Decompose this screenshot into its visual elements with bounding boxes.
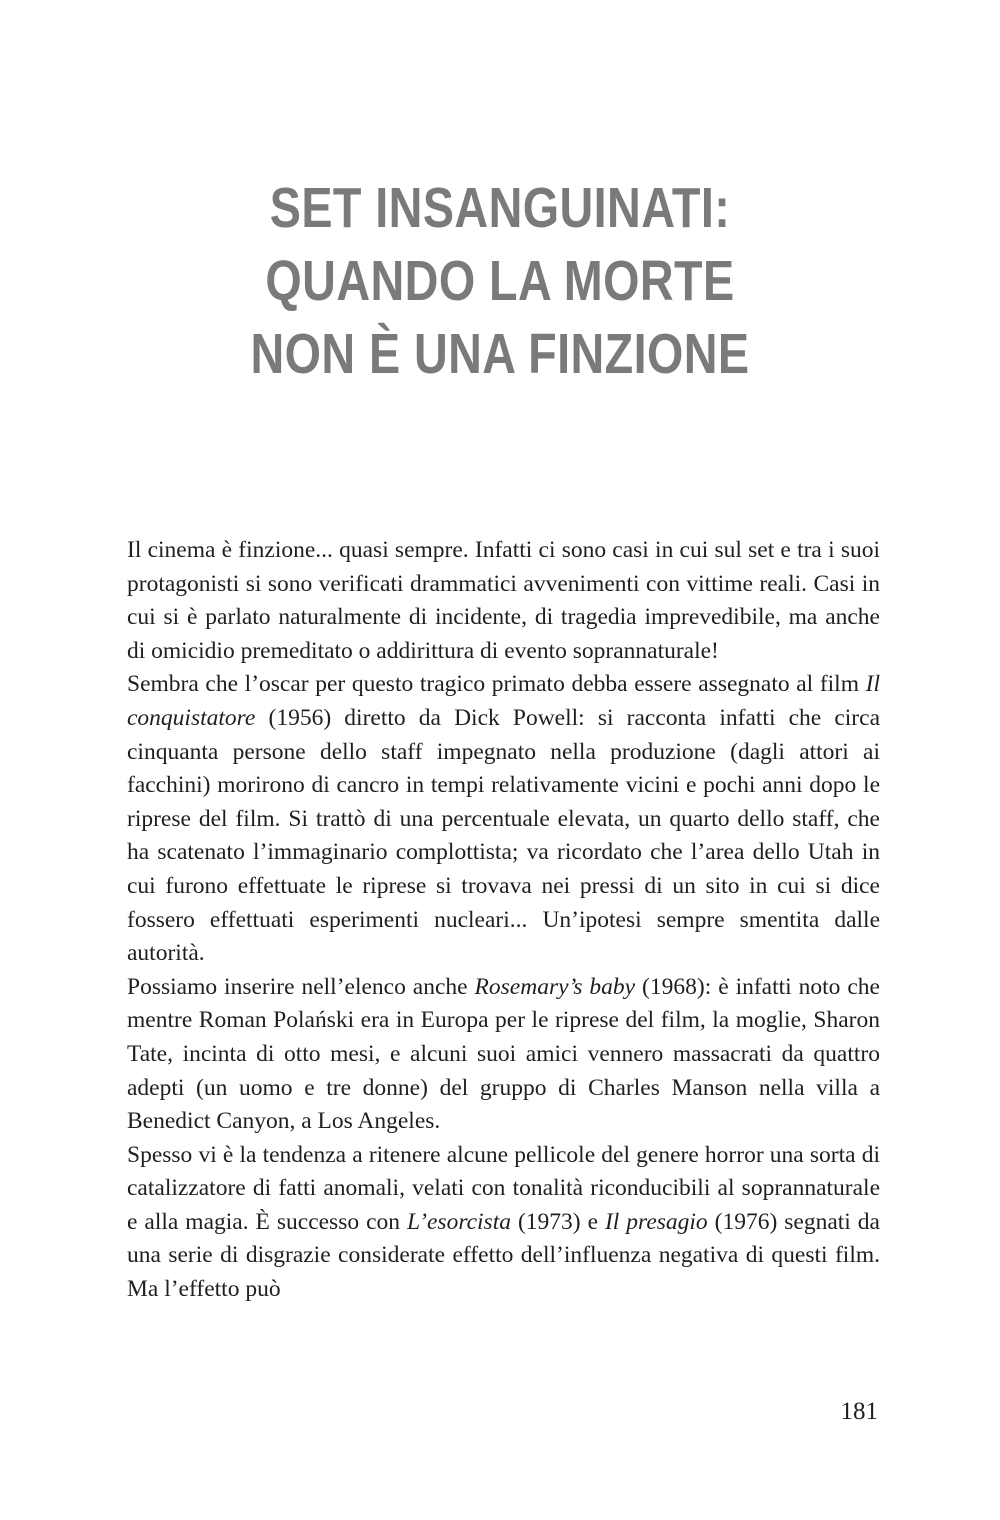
paragraph-text: (1956) diretto da Dick Powell: si racconta infatti che circa cinquanta persone dello staff impegnato nella produzione (dagli attori ai facchini) morirono di cancro in tempi relativamente vicini e pochi anni dopo le riprese del film. Si trattò di una percentuale elevata, un quarto dello staff, che ha scatenato l’immaginario complottista; va ricordato che l’area dello Utah in cui furono effettuate le riprese si trovava nei pressi di un sito in cui si dice fossero effettuati esperimenti nucleari... Un’ipotesi sempre smentita dalle autorità. <box>127 704 880 967</box>
chapter-title-line-1: SET INSANGUINATI: <box>269 176 731 240</box>
paragraph <box>127 534 880 668</box>
film-title-text: Il conquistatore <box>127 671 880 731</box>
chapter-title <box>90 172 910 391</box>
paragraph-text: Spesso vi è la tendenza a ritenere alcune pellicole del genere horror una sorta di catalizzatore di fatti anomali, velati con tonalità riconducibili al soprannaturale e alla magia. È successo con <box>127 1141 880 1235</box>
page-number: 181 <box>840 1398 878 1425</box>
paragraph <box>127 1139 880 1307</box>
paragraph-text: Il cinema è finzione... quasi sempre. Infatti ci sono casi in cui sul set e tra i suoi protagonisti si sono verificati drammatici avvenimenti con vittime reali. Casi in cui si è parlato naturalmente di incidente, di tragedia imprevedibile, ma anche di omicidio premeditato o addirittura di evento soprannaturale! <box>127 537 880 664</box>
film-title-text: Rosemary’s baby <box>474 973 636 1000</box>
paragraph-text: Possiamo inserire nell’elenco anche <box>127 973 475 1000</box>
paragraph <box>127 668 880 970</box>
paragraph-text: Sembra che l’oscar per questo tragico primato debba essere assegnato al film <box>127 671 866 698</box>
film-title-text: Il presagio <box>604 1208 708 1235</box>
paragraph <box>127 971 880 1139</box>
paragraph-text: (1973) e <box>510 1208 605 1235</box>
chapter-title-line-2: QUANDO LA MORTE <box>265 249 735 313</box>
film-title-text: L’esorcista <box>406 1208 511 1235</box>
paragraph-text: (1968): è infatti noto che mentre Roman Polański era in Europa per le riprese del film, la moglie, Sharon Tate, incinta di otto mesi, e alcuni suoi amici vennero massacrati da quattro adepti (un uomo e tre donne) del gruppo di Charles Manson nella villa a Benedict Canyon, a Los Angeles. <box>127 973 880 1135</box>
body-text <box>127 534 880 1307</box>
paragraph-text: (1976) segnati da una serie di disgrazie considerate effetto dell’influenza negativa di questi film. Ma l’effetto può <box>127 1208 880 1303</box>
chapter-title-line-3: NON È UNA FINZIONE <box>250 322 750 386</box>
